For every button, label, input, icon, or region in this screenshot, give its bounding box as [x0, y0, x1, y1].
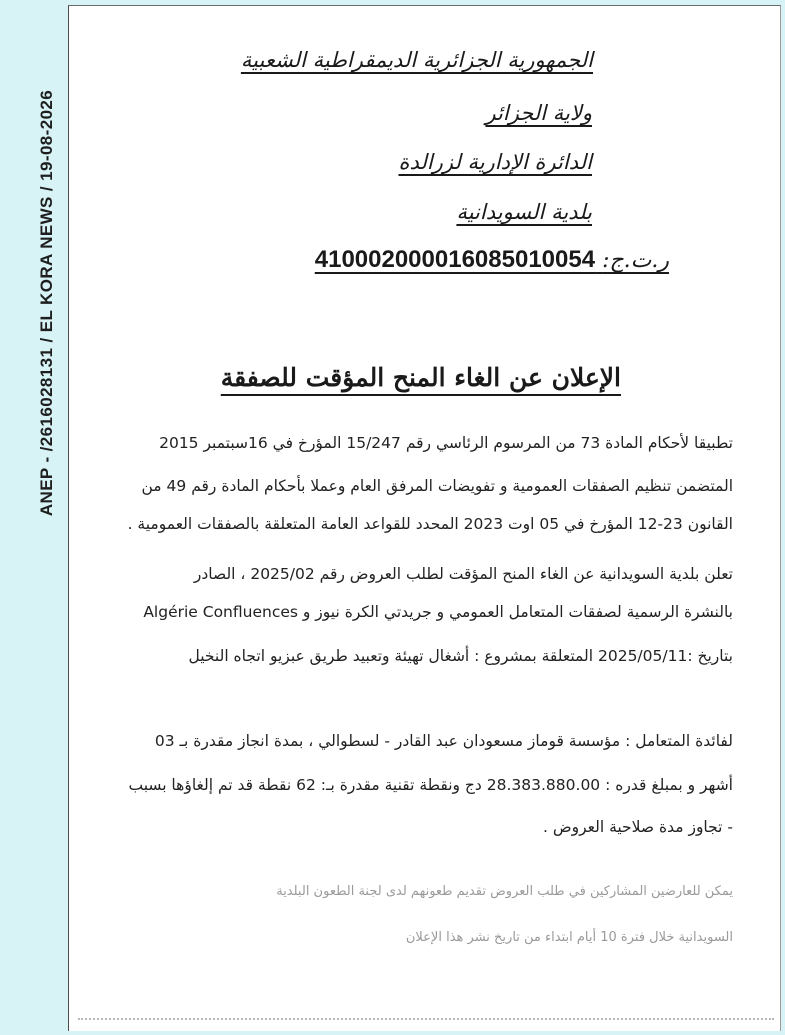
commune-line: بلدية السويدانية — [456, 200, 592, 224]
tax-id-number: 410002000016085010054 — [314, 246, 596, 273]
body-line-2: المتضمن تنظيم الصفقات العمومية و تفويضات المرفق العام وعملا بأحكام المادة رقم 49 من — [141, 477, 733, 495]
tax-id-line — [315, 246, 669, 274]
announcement-title: الإعلان عن الغاء المنح المؤقت للصفقة — [220, 363, 621, 392]
body-line-4: تعلن بلدية السويدانية عن الغاء المنح المؤقت لطلب العروض رقم 2025/02 ، الصادر — [193, 565, 733, 583]
body-line-1: تطبيقا لأحكام المادة 73 من المرسوم الرئاسي رقم 15/247 المؤرخ في 16سبتمبر 2015 — [159, 434, 733, 452]
wilaya-line: ولاية الجزائر — [485, 101, 592, 125]
body-line-5: بالنشرة الرسمية لصفقات المتعامل العمومي و جريدتي الكرة نيوز و Algérie Confluences — [143, 603, 733, 621]
body-line-8: أشهر و بمبلغ قدره : 28.383.880.00 دج ونقطة تقنية مقدرة بـ: 62 نقطة قد تم إلغاؤها بسبب — [128, 776, 733, 794]
appeal-notice-line-2: السويدانية خلال فترة 10 أيام ابتداء من تاريخ نشر هذا الإعلان — [405, 930, 733, 945]
republic-header: الجمهورية الجزائرية الديمقراطية الشعبية — [240, 48, 593, 72]
body-line-3: القانون 23-12 المؤرخ في 05 اوت 2023 المحدد للقواعد العامة المتعلقة بالصفقات العمومية . — [127, 515, 733, 533]
appeal-notice-line-1: يمكن للعارضين المشاركين في طلب العروض تقديم طعونهم لدى لجنة الطعون البلدية — [276, 884, 733, 899]
body-line-7: لفائدة المتعامل : مؤسسة قوماز مسعودان عبد القادر - لسطوالي ، بمدة انجاز مقدرة بـ 03 — [154, 732, 733, 750]
daira-line: الدائرة الإدارية لزرالدة — [398, 150, 592, 174]
bottom-dotted-rule — [78, 1018, 774, 1020]
body-line-9: - تجاوز مدة صلاحية العروض . — [543, 818, 733, 836]
tax-id-label: ر.ت.ج: — [602, 248, 669, 273]
body-line-6: بتاريخ :2025/05/11 المتعلقة بمشروع : أشغال تهيئة وتعبيد طريق عبزيو اتجاه النخيل — [188, 647, 733, 665]
publication-stamp: ANEP - /2616028131 / EL KORA NEWS / 19-08-2026 — [37, 89, 56, 517]
